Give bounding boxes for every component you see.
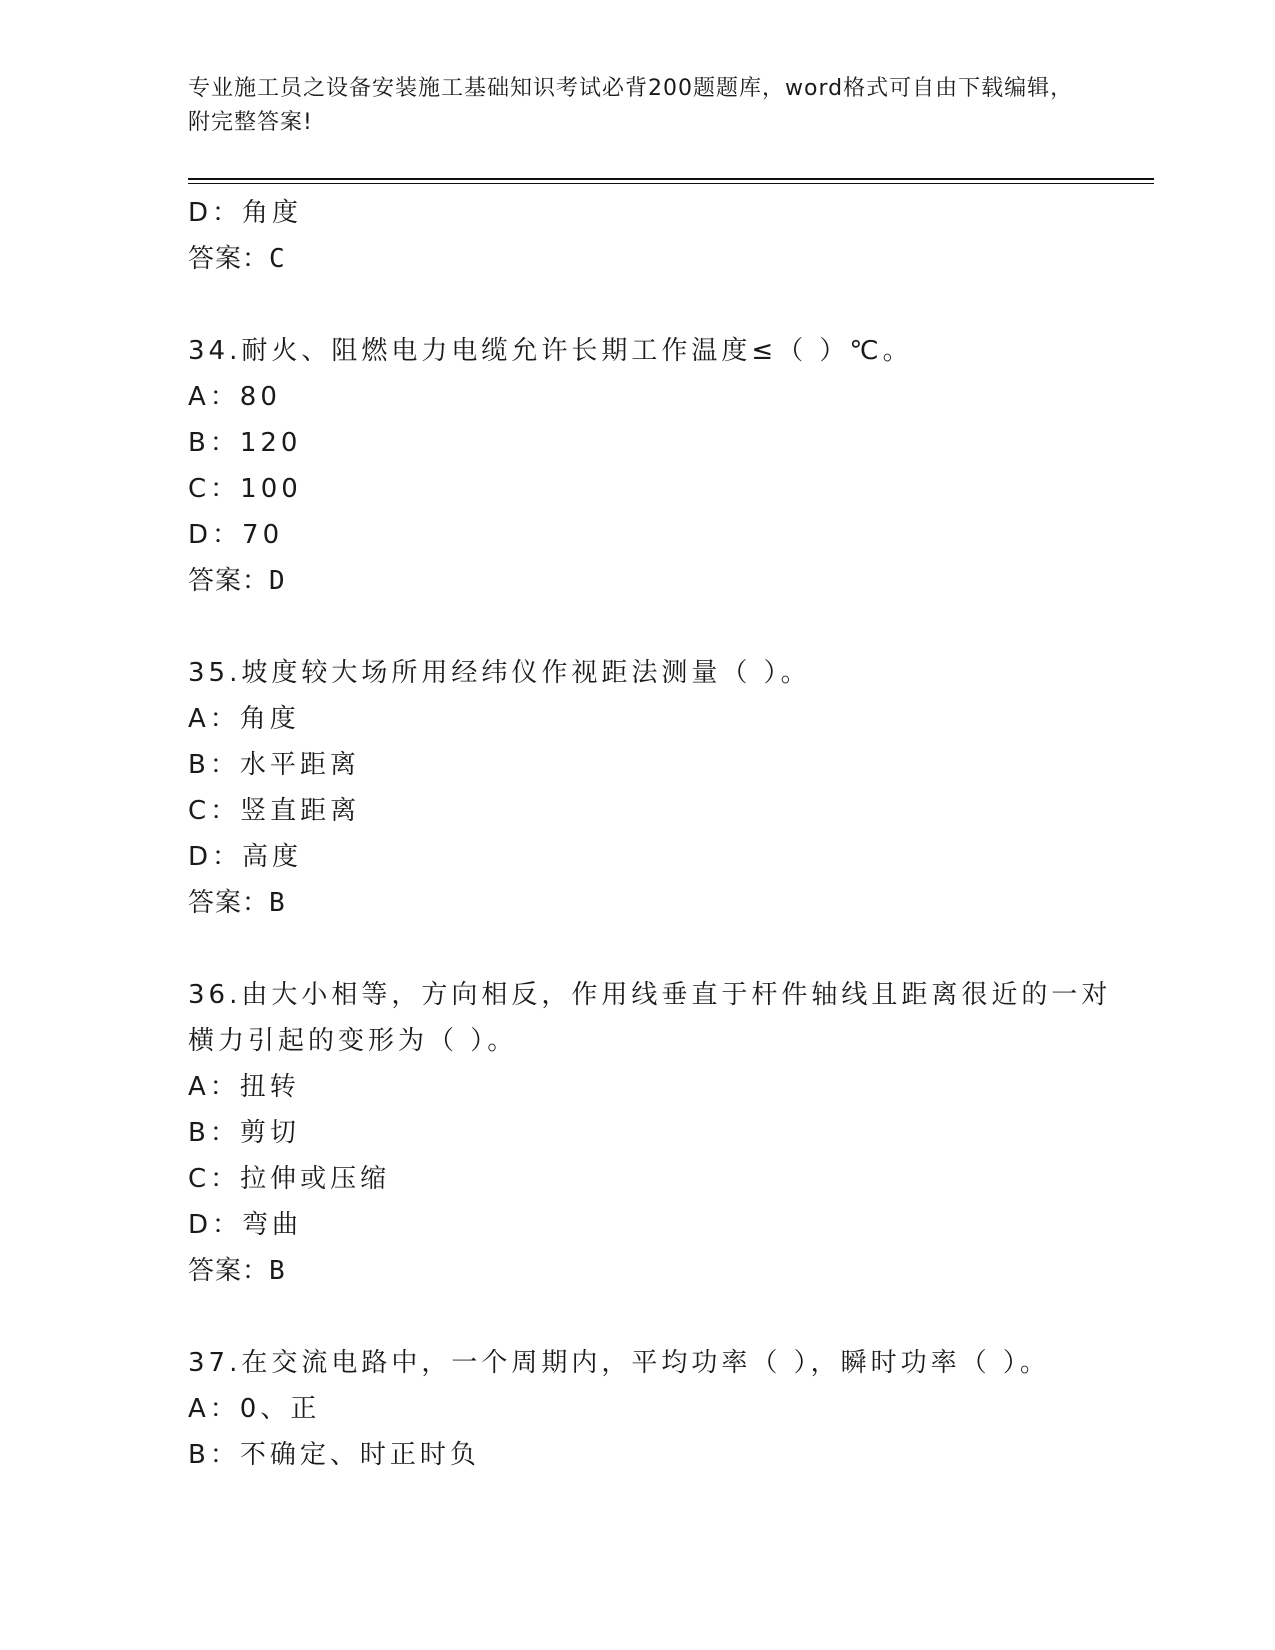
answer-label: 答案： bbox=[188, 1256, 270, 1286]
option-b: B：水平距离 bbox=[188, 750, 360, 780]
option-a: A：角度 bbox=[188, 704, 300, 734]
answer-line bbox=[188, 1248, 1108, 1294]
option-a: A：80 bbox=[188, 382, 281, 412]
option-d: D：70 bbox=[188, 520, 284, 550]
answer-label: 答案： bbox=[188, 888, 270, 918]
question-spacer bbox=[188, 282, 1108, 328]
option-d: D：角度 bbox=[188, 198, 303, 228]
question-33-tail bbox=[188, 190, 1108, 282]
answer-value: B bbox=[269, 1256, 286, 1286]
question-stem-line-1: 36.由大小相等，方向相反，作用线垂直于杆件轴线且距离很近的一对 bbox=[188, 980, 1112, 1010]
option-a: A：扭转 bbox=[188, 1072, 300, 1102]
answer-value: C bbox=[269, 244, 286, 274]
question-stem: 34.耐火、阻燃电力电缆允许长期工作温度≤（ ）℃。 bbox=[188, 336, 913, 366]
question-spacer bbox=[188, 926, 1108, 972]
answer-line bbox=[188, 880, 1108, 926]
header-title: 专业施工员之设备安装施工基础知识考试必背200题题库，word格式可自由下载编辑，附完整答案! bbox=[188, 76, 1074, 135]
question-36 bbox=[188, 972, 1112, 1294]
question-spacer bbox=[188, 1294, 1108, 1340]
option-b: B：120 bbox=[188, 428, 302, 458]
question-stem: 37.在交流电路中，一个周期内，平均功率（ ），瞬时功率（ ）。 bbox=[188, 1348, 1050, 1378]
question-34 bbox=[188, 328, 1108, 604]
answer-label: 答案： bbox=[188, 566, 270, 596]
question-37 bbox=[188, 1340, 1108, 1478]
question-spacer bbox=[188, 604, 1108, 650]
header-divider-thick bbox=[188, 178, 1154, 180]
question-stem: 35.坡度较大场所用经纬仪作视距法测量（ ）。 bbox=[188, 658, 811, 688]
answer-line bbox=[188, 558, 1108, 604]
header-divider-thin bbox=[188, 183, 1154, 184]
option-b: B：剪切 bbox=[188, 1118, 300, 1148]
option-b: B：不确定、时正时负 bbox=[188, 1440, 480, 1470]
option-c: C：100 bbox=[188, 474, 302, 504]
option-c: C：拉伸或压缩 bbox=[188, 1164, 391, 1194]
option-d: D：弯曲 bbox=[188, 1210, 303, 1240]
question-35 bbox=[188, 650, 1108, 926]
option-c: C：竖直距离 bbox=[188, 796, 361, 826]
document-header bbox=[188, 72, 1078, 140]
answer-value: D bbox=[269, 566, 286, 596]
question-list bbox=[188, 190, 1112, 1478]
question-stem-line-2: 横力引起的变形为（ ）。 bbox=[188, 1026, 518, 1056]
answer-line bbox=[188, 236, 1108, 282]
answer-label: 答案： bbox=[188, 244, 270, 274]
option-a: A：0、正 bbox=[188, 1394, 321, 1424]
option-d: D：高度 bbox=[188, 842, 303, 872]
answer-value: B bbox=[269, 888, 286, 918]
